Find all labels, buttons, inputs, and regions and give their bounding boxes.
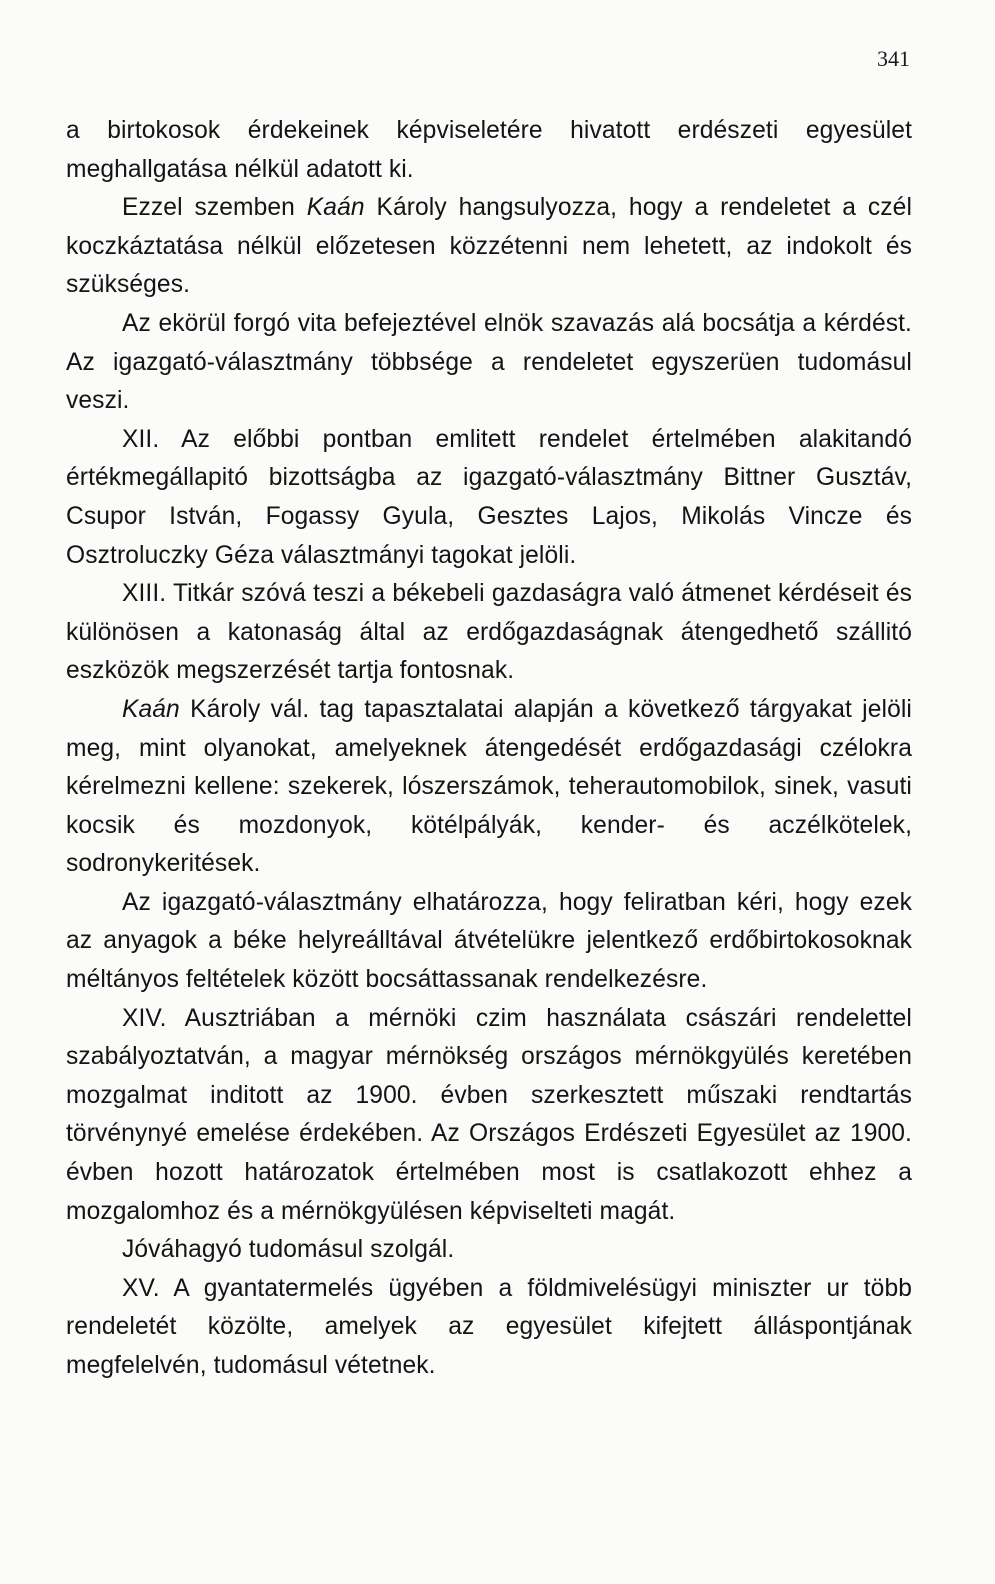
text-segment: Károly hangsulyozza, hogy a rendeletet a czél koczkáztatása nélkül előzetesen közzétenni nem lehetett, az indokolt és szükséges. xyxy=(66,194,913,299)
paragraph-1 xyxy=(66,112,912,189)
italic-name: Kaán xyxy=(306,194,365,222)
paragraph-3 xyxy=(66,305,912,421)
text-segment: Ezzel szemben xyxy=(122,194,307,222)
text-segment: XIII. Titkár szóvá teszi a békebeli gazdaságra való átmenet kérdéseit és különösen a katonaság által az erdőgazdaságnak átengedhető szállitó eszközök megszerzését tartja fontosnak. xyxy=(66,580,912,685)
paragraph-10 xyxy=(66,1270,912,1386)
text-segment: XII. Az előbbi pontban emlitett rendelet értelmében alakitandó értékmegállapitó bizottságba az igazgató-választmány Bittner Gusztáv, Csupor István, Fogassy Gyula, Gesztes Lajos, Mikolás Vincze és Osztroluczky Géza választmányi tagokat jelöli. xyxy=(66,425,912,569)
paragraph-5 xyxy=(66,575,912,691)
paragraph-8 xyxy=(66,1000,912,1232)
text-segment: Károly vál. tag tapasztalatai alapján a következő tárgyakat jelöli meg, mint olyanokat, amelyeknek átengedését erdőgazdasági czélokra kérelmezni kellene: szekerek, lószerszámok, teherautomobilok, sinek, vasuti kocsik és mozdonyok, kötélpályák, kender- és aczélkötelek, sodronykeritések. xyxy=(66,695,912,878)
text-segment: a birtokosok érdekeinek képviseletére hivatott erdészeti egyesület meghallgatása nélkül adatott ki. xyxy=(66,117,912,183)
paragraph-2 xyxy=(66,189,912,305)
paragraph-7 xyxy=(66,884,912,1000)
page-number: 341 xyxy=(877,46,910,71)
italic-name: Kaán xyxy=(122,695,180,723)
text-segment: XV. A gyantatermelés ügyében a földmivelésügyi miniszter ur több rendeletét közölte, amelyek az egyesület kifejtett álláspontjának megfelelvén, tudomásul vétetnek. xyxy=(66,1274,912,1379)
text-segment: Az igazgató-választmány elhatározza, hogy feliratban kéri, hogy ezek az anyagok a béke helyreálltával átvételükre jelentkező erdőbirtokosoknak méltányos feltételek között bocsáttassanak rendelkezésre. xyxy=(66,888,912,994)
paragraph-6 xyxy=(66,691,912,884)
text-segment: Jóváhagyó tudomásul szolgál. xyxy=(122,1236,455,1264)
body-text xyxy=(66,112,912,1386)
text-segment: Az ekörül forgó vita befejeztével elnök szavazás alá bocsátja a kérdést. Az igazgató-választmány többsége a rendeletet egyszerüen tudomásul veszi. xyxy=(66,309,912,415)
paragraph-9 xyxy=(66,1231,912,1270)
text-segment: XIV. Ausztriában a mérnöki czim használata császári rendelettel szabályoztatván, a magyar mérnökség országos mérnökgyülés keretében mozgalmat inditott az 1900. évben szerkesztett műszaki rendtartás törvénynyé emelése érdekében. Az Országos Erdészeti Egyesület az 1900. évben hozott határozatok értelmében most is csatlakozott ehhez a mozgalomhoz és a mérnökgyülésen képviselteti magát. xyxy=(66,1004,912,1225)
paragraph-4 xyxy=(66,421,912,575)
